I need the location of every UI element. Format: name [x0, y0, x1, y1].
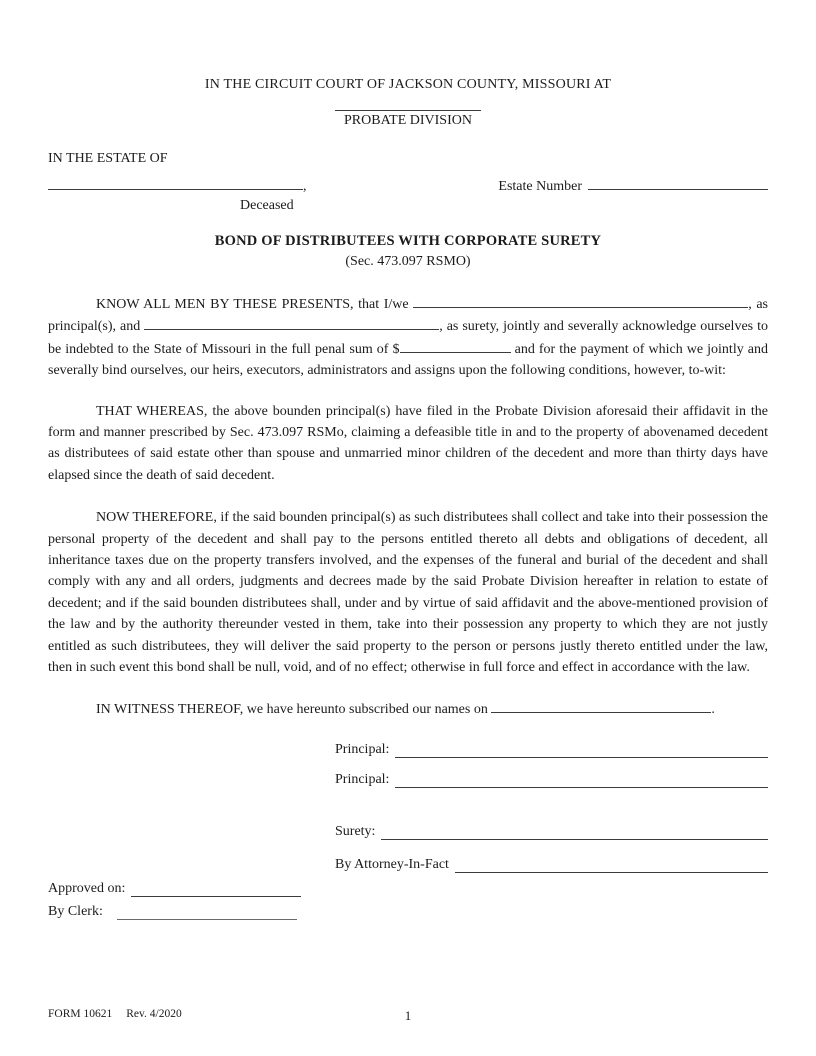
principal-signature-row-1	[335, 742, 768, 758]
approved-on-label: Approved on:	[48, 880, 126, 896]
principal-label-2: Principal:	[335, 771, 390, 787]
deceased-label: Deceased	[240, 198, 294, 213]
estate-comma: ,	[303, 179, 307, 194]
p1-text-2: , as principal(s), and	[48, 297, 769, 335]
approved-on-date-field[interactable]	[131, 892, 301, 897]
estate-of-label: IN THE ESTATE OF	[48, 151, 168, 166]
principal-name-field[interactable]	[413, 293, 748, 308]
clerk-signature-field[interactable]	[117, 915, 297, 920]
surety-signature-row	[335, 824, 768, 840]
approved-on-row	[48, 881, 768, 897]
document-title: BOND OF DISTRIBUTEES WITH CORPORATE SURETY	[214, 233, 602, 249]
surety-signature-line[interactable]	[381, 835, 768, 840]
witness-date-field[interactable]	[491, 698, 711, 713]
paragraph-that-whereas: THAT WHEREAS, the above bounden principal(s) have filed in the Probate Division aforesaid their affidavit in the form and manner prescribed by Sec. 473.097 RSMo, claiming a defeasible title in and to the property of abovenamed decedent as distributees of said estate other than spouse and unmarried minor children of the decedent and more than thirty days have elapsed since the death of said decedent.	[48, 403, 768, 483]
by-clerk-label: By Clerk:	[48, 903, 103, 919]
division-heading: PROBATE DIVISION	[344, 113, 472, 128]
paragraph-know-all-men	[48, 293, 768, 382]
surety-label: Surety:	[335, 823, 376, 839]
witness-text: IN WITNESS THEREOF, we have hereunto subscribed our names on	[96, 701, 488, 717]
estate-number-label: Estate Number	[498, 179, 582, 194]
court-heading: IN THE CIRCUIT COURT OF JACKSON COUNTY, MISSOURI AT	[204, 77, 612, 92]
estate-name-group	[48, 175, 307, 195]
form-revision: Rev. 4/2020	[126, 1008, 182, 1020]
paragraph-now-therefore: NOW THEREFORE, if the said bounden principal(s) as such distributees shall collect and take into their possession the personal property of the decedent and shall pay to the persons entitled thereto all debts and obligations of decedent, all inheritance taxes due on the property transfers involved, and the expenses of the funeral and burial of the decedent and shall comply with any and all orders, judgments and decrees made by the said Probate Division hereafter in relation to estate of decedent; and if the said bounden distributees shall, under and by virtue of said affidavit and the above-mentioned provision of the law and by the authority thereunder vested in them, take into their possession any property to which they are not justly entitled as such distributees, they will deliver the said property to the person or persons justly thereto entitled under the law, then in such event this bond shall be null, void, and of no effect; otherwise in full force and effect in accordance with the law.	[48, 510, 768, 676]
paragraph-witness	[48, 698, 768, 720]
principal-signature-row-2	[335, 772, 768, 788]
signature-block	[48, 742, 768, 873]
estate-name-field[interactable]	[48, 175, 303, 190]
principal-signature-line-2[interactable]	[395, 783, 768, 788]
p1-text-3: , as surety, jointly and severally acknowledge ourselves to be indebted to the State of Missouri in the full penal sum of $	[48, 319, 768, 357]
estate-number-group	[498, 175, 768, 195]
estate-row	[48, 175, 768, 195]
statute-reference: (Sec. 473.097 RSMO)	[345, 254, 471, 269]
penal-sum-field[interactable]	[400, 338, 511, 353]
p1-text-1: KNOW ALL MEN BY THESE PRESENTS, that I/we	[96, 297, 409, 312]
principal-label-1: Principal:	[335, 741, 390, 757]
court-location-field[interactable]	[335, 96, 481, 111]
page-footer	[0, 1008, 816, 1028]
page-number: 1	[404, 1008, 412, 1023]
estate-number-field[interactable]	[588, 175, 768, 190]
attorney-in-fact-label: By Attorney-In-Fact	[335, 856, 449, 872]
witness-period: .	[711, 701, 715, 717]
surety-name-field[interactable]	[144, 315, 439, 330]
attorney-in-fact-row	[335, 857, 768, 873]
form-number: FORM 10621	[48, 1008, 113, 1020]
p1-text-4: and for the payment of which we jointly and severally bind ourselves, our heirs, executors, administrators and assigns upon the following conditions, however, to-wit:	[48, 341, 768, 379]
by-clerk-row	[48, 904, 768, 920]
attorney-in-fact-signature-line[interactable]	[455, 868, 768, 873]
principal-signature-line-1[interactable]	[395, 753, 768, 758]
